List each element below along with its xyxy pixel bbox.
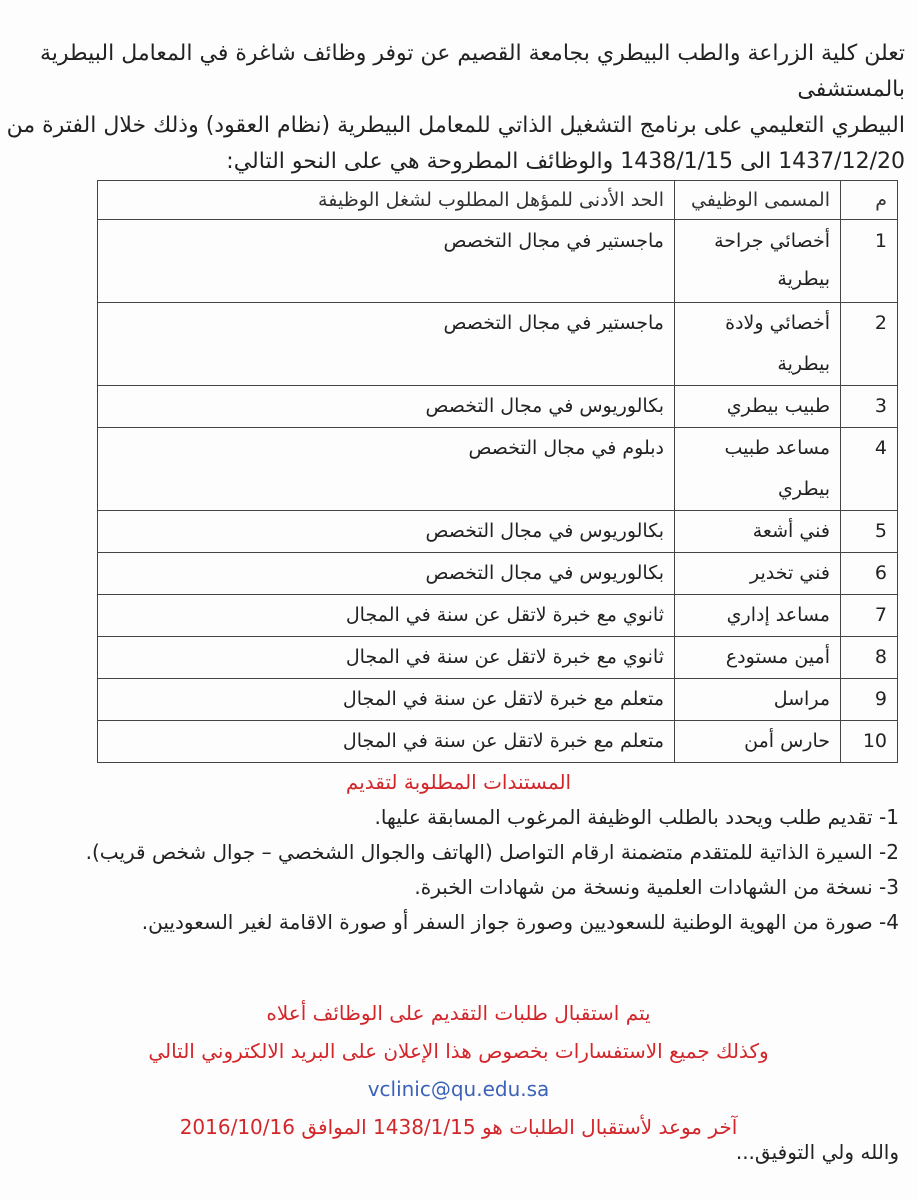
table-row [98, 220, 898, 303]
documents-list [20, 800, 899, 940]
notice-line-1: يتم استقبال طلبات التقديم على الوظائف أعلاه [266, 1001, 651, 1025]
row-num: 3 [841, 386, 898, 428]
row-qualification: ماجستير في مجال التخصص [98, 303, 675, 386]
jobs-table [97, 180, 898, 763]
document-item: 2- السيرة الذاتية للمتقدم متضمنة ارقام التواصل (الهاتف والجوال الشخصي – جوال شخص قريب). [85, 840, 899, 864]
row-num: 10 [841, 721, 898, 763]
row-title: فني تخدير [675, 553, 841, 595]
intro-line-2: البيطري التعليمي على برنامج التشغيل الذاتي للمعامل البيطرية (نظام العقود) وذلك خلال الفترة من [6, 113, 905, 138]
row-num: 9 [841, 679, 898, 721]
row-title: مراسل [675, 679, 841, 721]
table-row [98, 428, 898, 511]
table-row [98, 386, 898, 428]
row-num: 4 [841, 428, 898, 511]
table-row [98, 637, 898, 679]
row-num: 1 [841, 220, 898, 303]
row-title: مساعد طبيب بيطري [675, 428, 841, 511]
row-qualification: ماجستير في مجال التخصص [98, 220, 675, 303]
announcement-intro [6, 36, 905, 180]
application-notice [0, 994, 917, 1146]
row-title: مساعد إداري [675, 595, 841, 637]
intro-line-1: تعلن كلية الزراعة والطب البيطري بجامعة القصيم عن توفر وظائف شاغرة في المعامل البيطرية بالمستشفى [40, 41, 905, 102]
row-title: أخصائي ولادة بيطرية [675, 303, 841, 386]
document-item: 1- تقديم طلب ويحدد بالطلب الوظيفة المرغوب المسابقة عليها. [374, 805, 899, 829]
row-title: أمين مستودع [675, 637, 841, 679]
deadline-text: آخر موعد لأستقبال الطلبات هو 1438/1/15 الموافق 2016/10/16 [179, 1115, 738, 1139]
header-qualification: الحد الأدنى للمؤهل المطلوب لشغل الوظيفة [98, 181, 675, 220]
row-num: 8 [841, 637, 898, 679]
header-num: م [841, 181, 898, 220]
row-qualification: بكالوريوس في مجال التخصص [98, 553, 675, 595]
table-header-row [98, 181, 898, 220]
document-item: 3- نسخة من الشهادات العلمية ونسخة من شهادات الخبرة. [414, 875, 899, 899]
row-qualification: بكالوريوس في مجال التخصص [98, 511, 675, 553]
table-row [98, 679, 898, 721]
row-qualification: بكالوريوس في مجال التخصص [98, 386, 675, 428]
documents-heading: المستندات المطلوبة لتقديم [345, 770, 572, 794]
document-item: 4- صورة من الهوية الوطنية للسعوديين وصورة جواز السفر أو صورة الاقامة لغير السعوديين. [141, 910, 899, 934]
contact-email-link[interactable]: vclinic@qu.edu.sa [367, 1077, 550, 1101]
closing-text: والله ولي التوفيق... [735, 1140, 899, 1164]
row-title: أخصائي جراحة بيطرية [675, 220, 841, 303]
row-qualification: ثانوي مع خبرة لاتقل عن سنة في المجال [98, 595, 675, 637]
header-title: المسمى الوظيفي [675, 181, 841, 220]
table-row [98, 721, 898, 763]
row-qualification: دبلوم في مجال التخصص [98, 428, 675, 511]
table-row [98, 511, 898, 553]
row-num: 5 [841, 511, 898, 553]
row-qualification: ثانوي مع خبرة لاتقل عن سنة في المجال [98, 637, 675, 679]
row-title: طبيب بيطري [675, 386, 841, 428]
row-title: حارس أمن [675, 721, 841, 763]
row-title: فني أشعة [675, 511, 841, 553]
intro-line-3: 1437/12/20 الى 1438/1/15 والوظائف المطروحة هي على النحو التالي: [226, 149, 905, 174]
notice-line-2: وكذلك جميع الاستفسارات بخصوص هذا الإعلان على البريد الالكتروني التالي [148, 1039, 769, 1063]
row-qualification: متعلم مع خبرة لاتقل عن سنة في المجال [98, 679, 675, 721]
row-num: 6 [841, 553, 898, 595]
row-num: 2 [841, 303, 898, 386]
table-row [98, 595, 898, 637]
table-row [98, 303, 898, 386]
row-num: 7 [841, 595, 898, 637]
table-row [98, 553, 898, 595]
row-qualification: متعلم مع خبرة لاتقل عن سنة في المجال [98, 721, 675, 763]
